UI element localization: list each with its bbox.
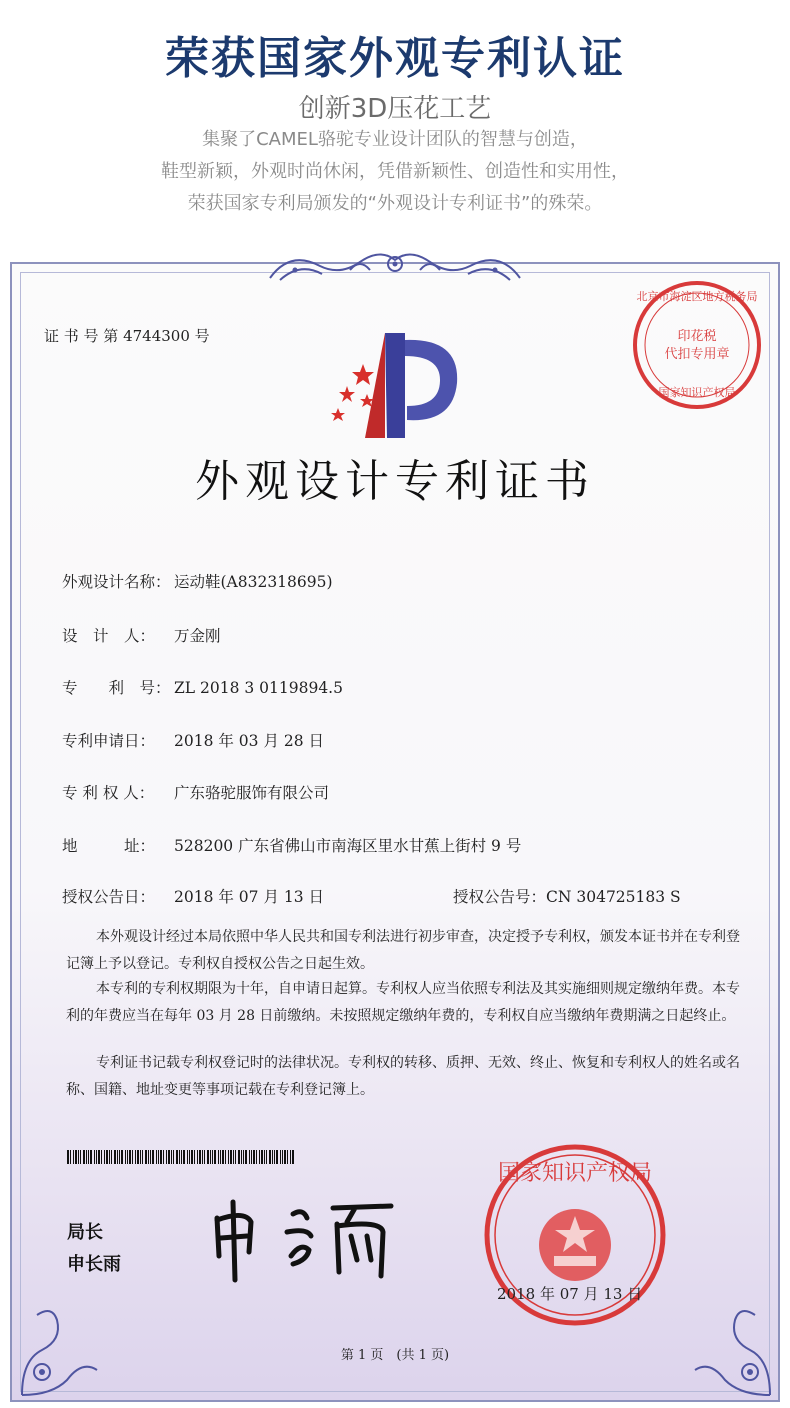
promo-description bbox=[0, 124, 790, 220]
field-label: 地 址： bbox=[62, 837, 156, 855]
field-value: 广东骆驼服饰有限公司 bbox=[174, 784, 330, 802]
patent-office-logo-icon bbox=[325, 328, 465, 443]
seal-text: 国家知识产权局 bbox=[497, 1161, 653, 1186]
tax-stamp-bottom-text: 国家知识产权局 bbox=[658, 386, 736, 399]
tax-stamp-center-line: 印花税 bbox=[677, 329, 717, 344]
certificate-title: 外观设计专利证书 bbox=[195, 456, 595, 507]
legal-paragraph bbox=[66, 976, 746, 1030]
signer-name: 申长雨 bbox=[67, 1254, 121, 1275]
field-patent-number bbox=[62, 676, 343, 698]
handwritten-signature bbox=[205, 1196, 405, 1286]
legal-paragraph-text: 专利证书记载专利权登记时的法律状况。专利权的转移、质押、无效、终止、恢复和专利权人的姓名或名称、国籍、地址变更等事项记载在专利登记簿上。 bbox=[66, 1055, 740, 1098]
tax-stamp-icon bbox=[630, 278, 765, 413]
promo-desc-line: 鞋型新颖，外观时尚休闲，凭借新颖性、创造性和实用性， bbox=[161, 161, 629, 182]
field-value: 万金刚 bbox=[174, 627, 221, 645]
tax-stamp-center-line: 代扣专用章 bbox=[664, 347, 730, 362]
legal-paragraph-text: 本专利的专利权期限为十年，自申请日起算。专利权人应当依照专利法及其实施细则规定缴纳年费。本专利的年费应当在每年 03 月 28 日前缴纳。未按照规定缴纳年费的，专利权自应当缴纳年费期满之日起终止。 bbox=[66, 981, 740, 1024]
legal-paragraph bbox=[66, 1050, 746, 1104]
field-address bbox=[62, 834, 521, 856]
field-value: 2018 年 07 月 13 日 bbox=[174, 888, 325, 906]
seal-date: 2018 年 07 月 13 日 bbox=[497, 1285, 643, 1303]
field-value: 528200 广东省佛山市南海区里水甘蕉上街村 9 号 bbox=[174, 837, 522, 855]
legal-paragraph-text: 本外观设计经过本局依照中华人民共和国专利法进行初步审查，决定授予专利权，颁发本证书并在专利登记簿上予以登记。专利权自授权公告之日起生效。 bbox=[66, 929, 740, 972]
promo-title: 荣获国家外观专利认证 bbox=[165, 33, 625, 84]
field-value: CN 304725183 S bbox=[546, 888, 681, 906]
field-value: ZL 2018 3 0119894.5 bbox=[174, 679, 343, 697]
field-label: 专 利 权 人： bbox=[62, 784, 155, 802]
promo-desc-line: 集聚了CAMEL骆驼专业设计团队的智慧与创造， bbox=[202, 129, 588, 150]
promo-desc-line: 荣获国家专利局颁发的“外观设计专利证书”的殊荣。 bbox=[187, 193, 603, 214]
signer-title: 局长 bbox=[67, 1222, 103, 1243]
field-grant-date bbox=[62, 885, 324, 907]
tax-stamp-top-text: 北京市海淀区地方税务局 bbox=[636, 290, 758, 303]
field-label: 授权公告号： bbox=[453, 888, 547, 906]
svg-text:国家知识产权局 bbox=[498, 1161, 652, 1186]
page-number: 第 1 页 (共 1 页) bbox=[340, 1348, 450, 1363]
top-ornament-icon bbox=[260, 240, 530, 292]
barcode-icon bbox=[67, 1150, 294, 1164]
field-label: 专 利 号： bbox=[62, 679, 171, 697]
promo-header bbox=[0, 0, 790, 240]
field-patentee bbox=[62, 781, 329, 803]
legal-paragraph bbox=[66, 924, 746, 978]
field-label: 专利申请日： bbox=[62, 732, 156, 750]
field-design-name bbox=[62, 570, 333, 592]
certificate-number: 证 书 号 第 4744300 号 bbox=[44, 327, 210, 345]
field-value: 2018 年 03 月 28 日 bbox=[174, 732, 325, 750]
field-application-date bbox=[62, 729, 324, 751]
field-grant-number bbox=[453, 885, 681, 907]
field-value: 运动鞋(A832318695) bbox=[174, 573, 333, 591]
field-designer bbox=[62, 624, 221, 646]
field-label: 设 计 人： bbox=[62, 627, 156, 645]
promo-subtitle: 创新3D压花工艺 bbox=[298, 94, 492, 124]
field-label: 外观设计名称： bbox=[62, 573, 171, 591]
field-label: 授权公告日： bbox=[62, 888, 156, 906]
